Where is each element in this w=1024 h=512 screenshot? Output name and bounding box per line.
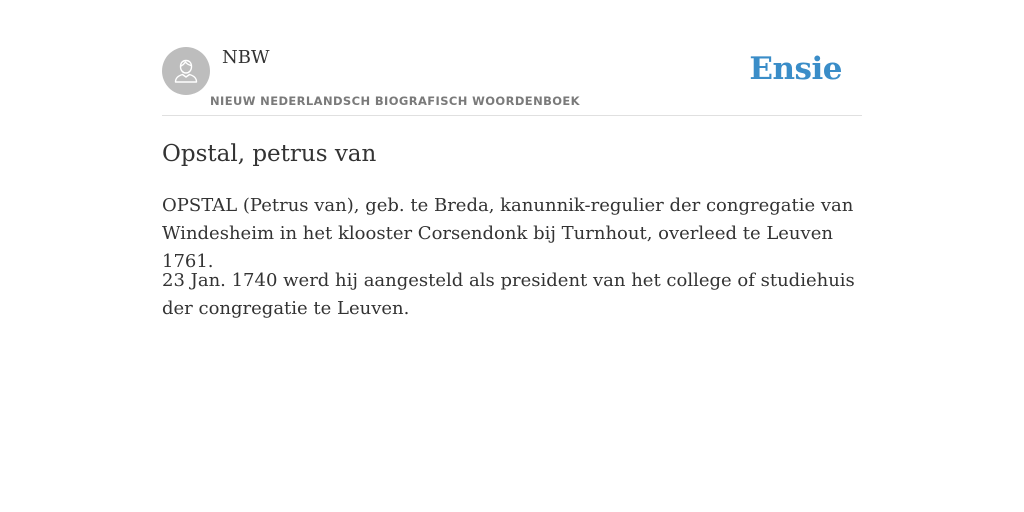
source-header <box>162 0 862 116</box>
article-title: Opstal, petrus van <box>162 141 377 167</box>
user-icon <box>171 56 201 86</box>
article-paragraph: OPSTAL (Petrus van), geb. te Breda, kanunnik-regulier der congregatie van Windesheim in het klooster Corsendonk bij Turnhout, overleed te Leuven 1761. <box>162 195 854 272</box>
source-avatar[interactable] <box>162 47 210 95</box>
ensie-logo-link[interactable]: Ensie <box>749 51 842 87</box>
source-full-name: NIEUW NEDERLANDSCH BIOGRAFISCH WOORDENBOEK <box>210 94 580 108</box>
source-abbreviation[interactable]: NBW <box>222 47 270 68</box>
article-container <box>162 0 862 319</box>
article-paragraph: 23 Jan. 1740 werd hij aangesteld als president van het college of studiehuis der congregatie te Leuven. <box>162 270 855 319</box>
